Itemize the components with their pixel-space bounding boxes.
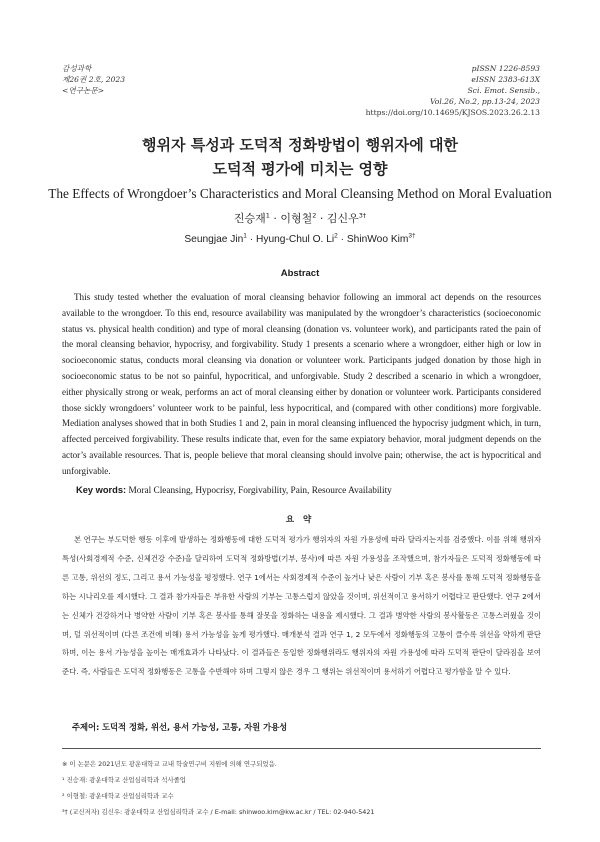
author-separator: · (249, 234, 254, 245)
volume-pages: Vol.26, No.2, pp.13-24, 2023 (429, 97, 540, 106)
footnote-corresponding-author: ³† (교신저자) 김신우: 광운대학교 산업심리학과 교수 / E-mail: shinwoo.kim@kw.ac.kr / TEL: 02-940-5421 (62, 808, 375, 816)
journal-name: 감성과학 (62, 64, 92, 73)
author-separator: · (273, 212, 277, 225)
abstract-text: This study tested whether the evaluation of moral cleansing behavior following an immoral act depends on the resources available to the wrongdoer. To this end, resource availability was manipulated by the wrongdoer’s characteristics (socioeconomic status vs. physical health condition) and type of moral cleansing (donation vs. volunteer work), and participants rated the pain of the moral cleansing behavior, hypocrisy, and forgivability. Study 1 presents a scenario where a wrongdoer, either high or low in socioeconomic status, conducts moral cleansing via donation or volunteer work. Participants judged donation by those high in socioeconomic status to be not so painful, hypocritical, and unforgivable. Study 2 described a scenario in which a wrongdoer, either physically strong or weak, performs an act of moral cleansing either by donation or volunteer work. Participants considered those sickly wrongdoers’ volunteer work to be painful, less hypocritical, and (compared with other conditions) more forgivable. Mediation analyses showed that in both Studies 1 and 2, pain in moral cleansing influenced the hypocrisy judgment which, in turn, affected perceived forgivability. These results indicate that, even for the same expiatory behavior, moral judgment depends on the actor’s available resources. That is, people believe that moral cleansing should involve pain; otherwise, the act is hypocritical and unforgivable. (62, 292, 541, 476)
author-name: 김신우 (326, 212, 359, 225)
author-separator: · (340, 234, 345, 245)
eissn: eISSN 2383-613X (471, 75, 540, 84)
author-name: ShinWoo Kim (346, 234, 409, 245)
author-affiliation-mark: 3† (408, 232, 416, 240)
footnotes (62, 756, 542, 820)
korean-abstract-text: 본 연구는 부도덕한 행동 이후에 발생하는 정화행동에 대한 도덕적 평가가 행위자의 자원 가용성에 따라 달라지는지를 검증했다. 이를 위해 행위자 특성(사회경제적 수준, 신체건강 수준)을 달리하여 도덕적 정화방법(기부, 봉사)에 따른 자원 가용성을 조작했으며, 참가자들은 도덕적 정화행동에 따른 고통, 위선의 정도, 그리고 용서 가능성을 평정했다. 연구 1에서는 사회경제적 수준이 높거나 낮은 사람이 기부 혹은 봉사를 통해 도덕적 정화행동을 하는 시나리오를 제시했다. 그 결과 참가자들은 부유한 사람의 기부는 고통스럽지 않았을 것이며, 위선적이고 용서하기 어렵다고 판단했다. 연구 2에서는 신체가 건강하거나 병약한 사람이 기부 혹은 봉사를 통해 잘못을 정화하는 내용을 제시했다. 그 결과 병약한 사람의 봉사활동은 고통스러웠을 것이며, 덜 위선적이며 (다른 조건에 비해) 용서 가능성을 높게 평가했다. 매개분석 결과 연구 1, 2 모두에서 정화행동의 고통이 클수록 위선을 약하게 판단하며, 이는 용서 가능성을 높이는 매개효과가 나타났다. 이 결과들은 동일한 정화행위라도 행위자의 자원 가용성에 따라 도덕적 판단이 달라짐을 보여준다. 즉, 사람들은 도덕적 정화행동은 고통을 수반해야 하며 그렇지 않은 경우 그 행위는 위선적이며 용서하기 어렵다고 평가함을 알 수 있다. (62, 535, 541, 677)
abstract-heading: Abstract (280, 268, 320, 279)
journal-info-right (366, 63, 540, 118)
authors-korean (0, 210, 600, 226)
footnote-author-1: ¹ 진승재: 광운대학교 산업심리학과 석사졸업 (62, 776, 186, 784)
korean-abstract-heading: 요 약 (285, 515, 315, 525)
article-type: <연구논문> (62, 86, 105, 95)
author-name: Hyung-Chul O. Li (256, 234, 335, 245)
keywords-english (76, 485, 392, 496)
author-name: 진승재 (233, 212, 266, 225)
author-affiliation-mark: 1 (265, 211, 270, 220)
footnote-funding: ※ 이 논문은 2021년도 광운대학교 교내 학술연구비 지원에 의해 연구되었음. (62, 760, 277, 768)
journal-abbrev: Sci. Emot. Sensib., (467, 86, 540, 95)
author-affiliation-mark: 1 (243, 232, 247, 240)
pissn: pISSN 1226-8593 (471, 64, 540, 73)
title-korean-line1: 행위자 특성과 도덕적 정화방법이 행위자에 대한 (142, 136, 458, 154)
doi-link[interactable]: https://doi.org/10.14695/KJSOS.2023.26.2.13 (365, 108, 540, 117)
authors-english (0, 234, 600, 245)
footnote-author-2: ² 이형철: 광운대학교 산업심리학과 교수 (62, 792, 174, 800)
keywords-text: Moral Cleansing, Hypocrisy, Forgivability, Pain, Resource Availability (128, 486, 392, 496)
author-affiliation-mark: 2 (312, 211, 317, 220)
title-korean (0, 133, 600, 181)
author-affiliation-mark: 2 (334, 232, 338, 240)
keywords-korean (72, 721, 287, 733)
author-name: Seungjae Jin (184, 234, 244, 245)
kr-keywords-text: 도덕적 정화, 위선, 용서 가능성, 고통, 자원 가용성 (102, 722, 288, 732)
author-separator: · (319, 212, 324, 225)
author-name: 이형철 (280, 212, 313, 225)
journal-volume: 제26권 2호, 2023 (62, 75, 126, 84)
footnote-divider (62, 748, 541, 749)
title-english: The Effects of Wrongdoer’s Characteristics and Moral Cleansing Method on Moral Evaluation (48, 186, 552, 201)
author-affiliation-mark: 3† (358, 211, 367, 220)
title-korean-line2: 도덕적 평가에 미치는 영향 (212, 160, 388, 178)
kr-keywords-label: 주제어: (72, 722, 100, 732)
journal-info-left (62, 63, 125, 96)
keywords-label: Key words: (76, 485, 127, 495)
